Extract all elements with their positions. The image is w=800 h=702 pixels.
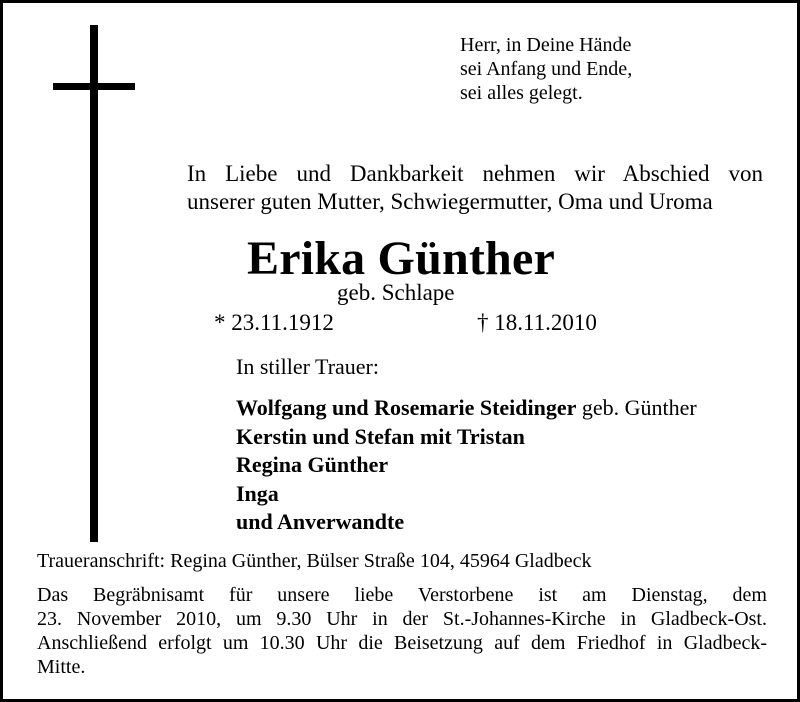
mourner-name: Wolfgang und Rosemarie Steidinger xyxy=(236,395,577,420)
verse-line: sei alles gelegt. xyxy=(460,82,583,104)
birth-date: * 23.11.1912 xyxy=(214,310,334,335)
mourners-list xyxy=(236,394,697,537)
mourner-note: geb. Günther xyxy=(576,395,697,420)
bible-verse xyxy=(460,33,632,105)
mourner-item: Kerstin und Stefan mit Tristan xyxy=(236,423,525,449)
cross-icon xyxy=(90,25,98,542)
intro-line: unserer guten Mutter, Schwiegermutter, Oma und Uroma xyxy=(187,189,713,214)
death-date: † 18.11.2010 xyxy=(477,310,597,335)
verse-line: sei Anfang und Ende, xyxy=(460,58,633,80)
maiden-name: geb. Schlape xyxy=(337,280,455,305)
intro-line: In Liebe und Dankbarkeit nehmen wir Abschied von xyxy=(187,161,763,186)
verse-line: Herr, in Deine Hände xyxy=(460,34,632,56)
mourner-item: Inga xyxy=(236,480,279,506)
mourners-intro: In stiller Trauer: xyxy=(236,354,379,379)
mourner-item: und Anverwandte xyxy=(236,509,405,534)
funeral-line: Mitte. xyxy=(37,656,86,678)
mourning-address: Traueranschrift: Regina Günther, Bülser Straße 104, 45964 Gladbeck xyxy=(37,550,592,572)
deceased-name: Erika Günther xyxy=(247,232,555,285)
mourner-item: Regina Günther xyxy=(236,452,389,477)
funeral-line: Das Begräbnisamt für unsere liebe Verstorbene ist am Dienstag, dem xyxy=(37,584,767,606)
funeral-line: Anschließend erfolgt um 10.30 Uhr die Beisetzung auf dem Friedhof in Gladbeck- xyxy=(37,632,767,654)
cross-icon-bar xyxy=(53,83,135,90)
funeral-line: 23. November 2010, um 9.30 Uhr in der St.-Johannes-Kirche in Gladbeck-Ost. xyxy=(37,608,767,630)
farewell-intro xyxy=(187,160,763,216)
mourner-item xyxy=(236,394,697,423)
funeral-details xyxy=(37,583,767,679)
